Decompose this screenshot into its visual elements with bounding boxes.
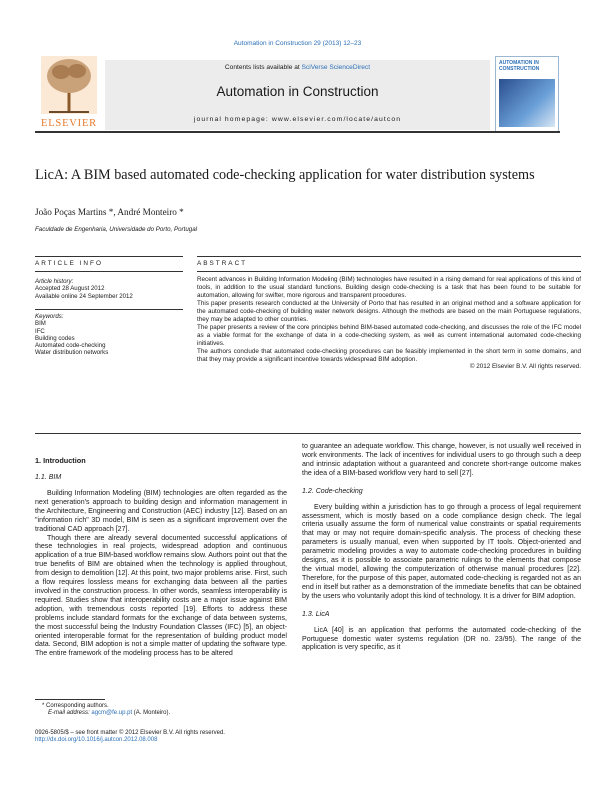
abstract-paragraph: This paper presents research conducted at the University of Porto that has resulted in an original method and a software application for the automated code-checking of building water network designs. Although the methods are based on the main Portuguese regulations, they may be adapted to other countries. [197, 299, 581, 323]
abstract-body [197, 276, 581, 371]
body-text [302, 443, 581, 479]
email-suffix: (A. Monteiro). [132, 710, 171, 717]
article-history [35, 278, 183, 300]
keyword-item: IFC [35, 327, 45, 335]
article-title: LicA: A BIM based automated code-checking application for water distribution systems [35, 167, 535, 183]
subsection-heading: 1.3. LicA [302, 610, 330, 618]
subsection-heading: 1.1. BIM [35, 474, 62, 481]
homepage-link[interactable]: www.elsevier.com/locate/autcon [271, 116, 402, 123]
keyword-item: Automated code-checking [35, 342, 106, 350]
abstract-rule [197, 271, 581, 272]
journal-reference[interactable]: Automation in Construction 29 (2013) 12–23 [233, 40, 362, 47]
right-column [302, 443, 581, 653]
cover-image [499, 79, 555, 127]
info-rule [35, 271, 183, 272]
contents-line [35, 64, 560, 71]
paragraph: LicA [40] is an application that performs the automated code-checking of the Portuguese domestic water systems regulation (DR no. 23/95). The range of the application is very specific, as it [302, 626, 581, 652]
keyword-item: Building codes [35, 334, 75, 342]
homepage-prefix: journal homepage: [193, 116, 272, 123]
journal-header [35, 52, 560, 130]
body-text [302, 504, 581, 602]
abstract-heading: ABSTRACT [197, 260, 248, 267]
history-label: Article history: [35, 278, 74, 285]
paragraph: to guarantee an adequate workflow. This change, however, is not usually well received in work environments. The lack of incentives for individual users to go through such a deep and intrinsic adaptation without a guaranteed and concrete short-range outcome makes the idea of a BIM-based workflow very hard to sell [27]. [302, 443, 581, 477]
homepage-line [35, 116, 560, 123]
body-text [35, 490, 287, 659]
footnote-rule [35, 699, 105, 700]
history-accepted: Accepted 28 August 2012 [35, 285, 105, 293]
copyright: © 2012 Elsevier B.V. All rights reserved. [469, 363, 581, 371]
info-top-rule [35, 256, 183, 257]
email-label: E-mail address: [48, 710, 92, 717]
header-rule [35, 131, 560, 133]
abstract-paragraph: Recent advances in Building Information Modeling (BIM) technologies have resulted in a rising demand for real applications of this kind of tools, in addition to the usual standard functions. Building design code-checking is a task that has been found to be suitable for automation, allowing for swifter, more rigorous and transparent procedures. [197, 276, 581, 299]
authors: João Poças Martins *, André Monteiro * [35, 207, 184, 217]
elsevier-wordmark: ELSEVIER [41, 118, 97, 129]
contents-prefix: Contents lists available at [224, 64, 302, 71]
body-text [302, 627, 581, 654]
abstract-top-rule [197, 256, 581, 257]
abstract-paragraph: The paper presents a review of the core principles behind BIM-based automated code-checking, and discusses the role of the IFC model as a viable format for the exchange of data in a code-checking system, as well as current international automated code-checking initiatives. [197, 323, 581, 347]
keyword-item: BIM [35, 320, 46, 328]
affiliation: Faculdade de Engenharia, Universidade do Porto, Portugal [35, 226, 198, 233]
keywords [35, 313, 183, 357]
info-rule-2 [35, 309, 183, 310]
doi-link[interactable]: http://dx.doi.org/10.1016/j.autcon.2012.08.008 [35, 737, 158, 744]
cover-title: AUTOMATION IN CONSTRUCTION [499, 60, 540, 72]
footnotes [42, 703, 292, 718]
history-online: Available online 24 September 2012 [35, 292, 133, 300]
journal-title: Automation in Construction [216, 84, 379, 99]
keyword-item: Water distribution networks [35, 349, 109, 357]
section-heading: 1. Introduction [35, 456, 86, 465]
sciencedirect-link[interactable]: SciVerse ScienceDirect [301, 64, 371, 71]
left-column [35, 456, 287, 659]
paragraph: Every building within a jurisdiction has to go through a process of legal requirement assessment, which is mostly based on a code compliance design check. The legal criteria usually assume the form of numerical value constraints or spatial requirements that may or may not require domain-specific analysis. The process of checking these parameters is usually manual, even when supported by IT tools. Object-oriented and parametric modeling provides a way to automate code-checking procedures in building designs, as it is possible to associate parametric rulings to the elements that compose the virtual model, allowing the computerization of otherwise manual procedures [22]. Therefore, for the purpose of this paper, automated code-checking is regarded not as an end in itself but rather as a demonstration of the immediate benefits that can be obtained by the users who voluntarily adopt this kind of technology. It is a driver for BIM adoption. [302, 503, 581, 600]
email-link[interactable]: agcm@fe.up.pt [91, 710, 133, 717]
abstract-paragraph: The authors conclude that automated code-checking procedures can be feasibly implemented in the short term in some domains, and that they may provide a significant incentive towards widespread BIM adoption. [197, 347, 581, 363]
article-info-heading: ARTICLE INFO [35, 260, 103, 267]
subsection-heading: 1.2. Code-checking [302, 487, 363, 495]
journal-cover [495, 56, 559, 132]
corresponding-note: * Corresponding authors. [42, 703, 109, 709]
publication-info [35, 730, 335, 745]
paragraph: Though there are already several documented successful applications of these technologies in real projects, widespread adoption and continuous application of a true BIM-based workflow remains slow. Authors point out that the true benefits of BIM are obtained when the technology is applied throughout, from design to demolition [12]. At this point, two major problems arise. First, such a flow requires lossless means for exchanging data between all the parties involved in the construction process. In other words, seamless interoperability is required. Studies show that interoperability costs are a major issue against BIM adoption, with tremendous costs reported [19]. Efforts to address these problems include standard formats for the exchange of data between systems, the most successful being the Industry Foundation Classes (IFC) [5], an object-oriented interoperable format for the representation of building product model data. Second, BIM adoption is not a simple matter of updating the software type. The entire framework of the modeling process has to be altered [35, 534, 287, 658]
abstract-bottom-rule [35, 433, 581, 434]
issn-line: 0926-5805/$ – see front matter © 2012 Elsevier B.V. All rights reserved. [35, 730, 225, 736]
keywords-label: Keywords: [35, 313, 64, 320]
paragraph: Building Information Modeling (BIM) technologies are often regarded as the next generation's approach to building design and information management in the Architecture, Engineering and Construction (AEC) industry [12]. Based on an "information rich" 3D model, BIM is seen as a significant improvement over the traditional CAD approach [27]. [35, 490, 287, 533]
